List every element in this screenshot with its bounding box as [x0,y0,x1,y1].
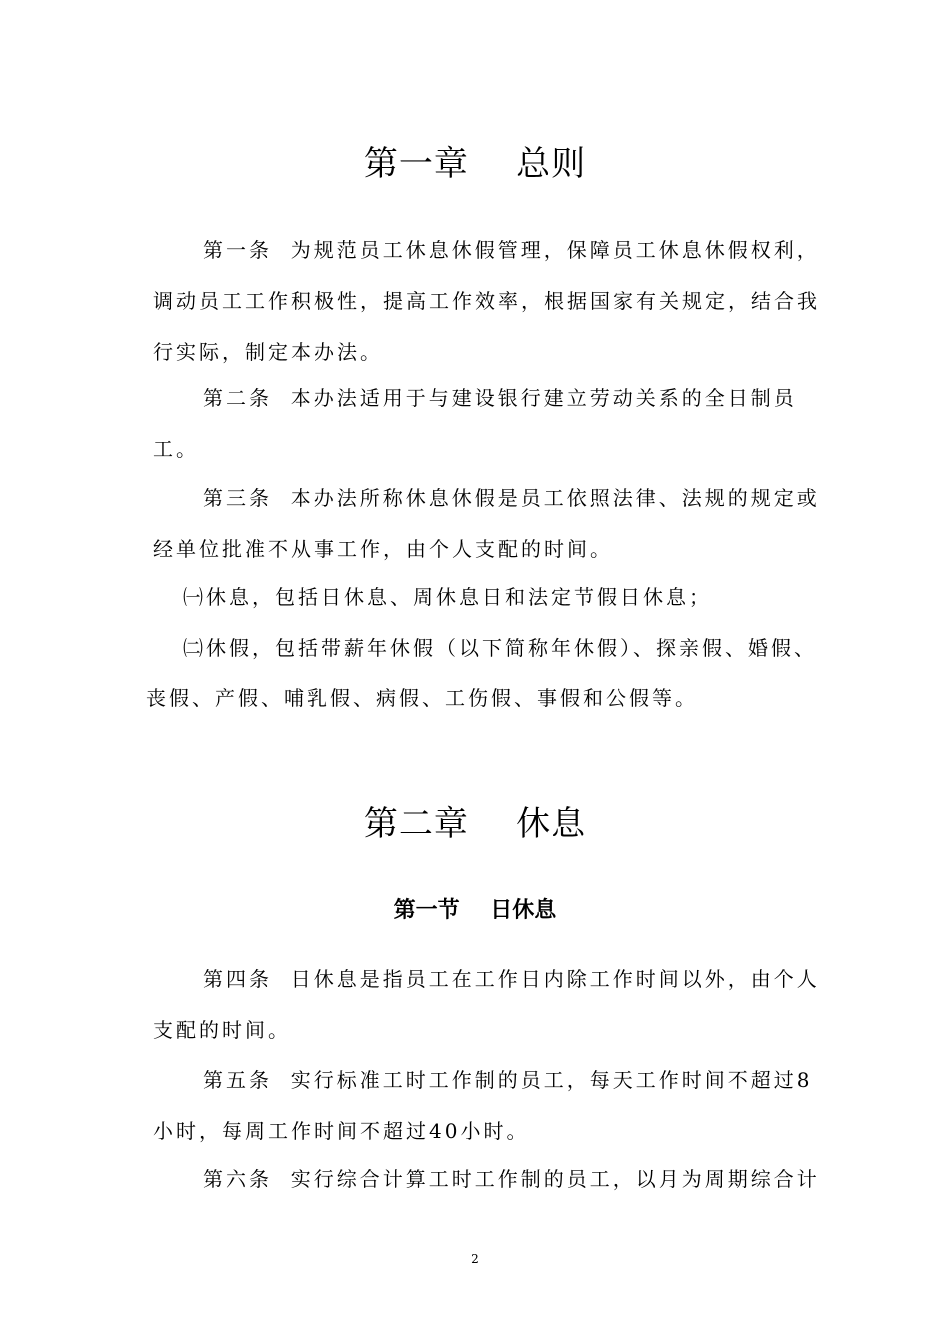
text-line: ㈠休息，包括日休息、周休息日和法定节假日休息； [183,585,712,609]
text-line: 工。 [153,437,199,461]
chapter-title: 第一章 总则 [363,144,587,184]
text-line: 支配的时间。 [153,1018,291,1042]
text-line: 第一条 为规范员工休息休假管理，保障员工休息休假权利， [203,238,820,262]
text-line: 调动员工工作积极性，提高工作效率，根据国家有关规定，结合我 [153,289,820,313]
text-line: 经单位批准不从事工作，由个人支配的时间。 [153,537,613,561]
text-line: 小时，每周工作时间不超过40小时。 [153,1119,530,1143]
text-line: ㈡休假，包括带薪年休假（以下简称年休假）、探亲假、婚假、 [183,636,817,660]
chapter-title: 第二章 休息 [363,804,587,844]
text-line: 第五条 实行标准工时工作制的员工，每天工作时间不超过8 [203,1068,813,1092]
section-title: 第一节 日休息 [393,898,557,923]
text-line: 第四条 日休息是指员工在工作日内除工作时间以外，由个人 [203,967,820,991]
text-line: 丧假、产假、哺乳假、病假、工伤假、事假和公假等。 [146,686,698,710]
text-line: 第二条 本办法适用于与建设银行建立劳动关系的全日制员 [203,386,797,410]
text-line: 第三条 本办法所称休息休假是员工依照法律、法规的规定或 [203,486,820,510]
page-number: 2 [471,1252,479,1266]
text-line: 第六条 实行综合计算工时工作制的员工，以月为周期综合计 [203,1167,820,1191]
text-line: 行实际，制定本办法。 [153,340,383,364]
